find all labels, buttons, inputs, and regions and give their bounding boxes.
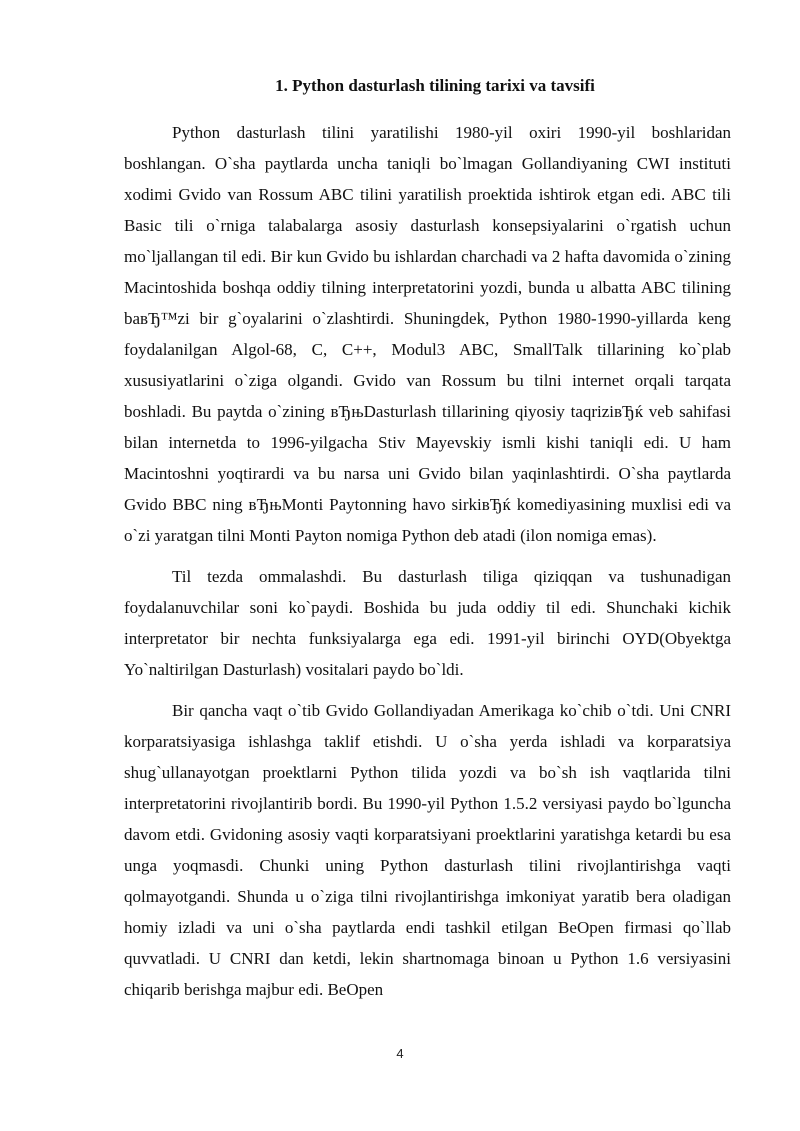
section-heading: 1. Python dasturlash tilining tarixi va tavsifi: [275, 76, 595, 95]
page-number: 4: [396, 1046, 404, 1061]
paragraph-2: Til tezda ommalashdi. Bu dasturlash tiliga qiziqqan va tushunadigan foydalanuvchilar soni ko`paydi. Boshida bu juda oddiy til edi. Shunchaki kichik interpretator bir nechta funksiyalarga ega edi. 1991-yil birinchi OYD(Obyektga Yo`naltirilgan Dasturlash) vositalari paydo bo`ldi.: [124, 567, 731, 679]
paragraph-3: Bir qancha vaqt o`tib Gvido Gollandiyadan Amerikaga ko`chib o`tdi. Uni CNRI korparatsiyasiga ishlashga taklif etishdi. U o`sha yerda ishladi va korparatsiya shug`ullanayotgan proektlarni Python tilida yozdi va bo`sh ish vaqtlarida tilni interpretatorini rivojlantirib bordi. Bu 1990-yil Python 1.5.2 versiyasi paydo bo`lguncha davom etdi. Gvidoning asosiy vaqti korparatsiyani proektlarini yaratishga ketardi bu esa unga yoqmasdi. Chunki uning Python dasturlash tilini rivojlantirishga vaqti qolmayotgandi. Shunda u o`ziga tilni rivojlantirishga imkoniyat yaratib bera oladigan homiy izladi va uni o`sha paytlarda endi tashkil etilgan BeOpen firmasi qo`llab quvvatladi. U CNRI dan ketdi, lekin shartnomaga binoan u Python 1.6 versiyasini chiqarib berishga majbur edi. BeOpen: [124, 701, 731, 999]
body-text: [124, 117, 731, 1015]
paragraph-1: Python dasturlash tilini yaratilishi 1980-yil oxiri 1990-yil boshlaridan boshlangan. O`sha paytlarda uncha taniqli bo`lmagan Gollandiyaning CWI instituti xodimi Gvido van Rossum ABC tilini yaratilish proektida ishtirok etgan edi. ABC tili Basic tili o`rniga talabalarga asosiy dasturlash konsepsiyalarini o`rgatish uchun mo`ljallangan til edi. Bir kun Gvido bu ishlardan charchadi va 2 hafta davomida o`zining Macintoshida boshqa oddiy tilning interpretatorini yozdi, bunda u albatta ABC tilining baвЂ™zi bir g`oyalarini o`zlashtirdi. Shuningdek, Python 1980-1990-yillarda keng foydalanilgan Algol-68, C, C++, Modul3 ABC, SmallTalk tillarining ko`plab xususiyatlarini o`ziga olgandi. Gvido van Rossum bu tilni internet orqali tarqata boshladi. Bu paytda o`zining вЂњDasturlash tillarining qiyosiy taqriziвЂќ veb sahifasi bilan internetda to 1996-yilgacha Stiv Mayevskiy ismli kishi taniqli edi. U ham Macintoshni yoqtirardi va bu narsa uni Gvido bilan yaqinlashtirdi. O`sha paytlarda Gvido BBC ning вЂњMonti Paytonning havo sirkiвЂќ komediyasining muxlisi edi va o`zi yaratgan tilni Monti Payton nomiga Python deb atadi (ilon nomiga emas).: [124, 123, 731, 545]
